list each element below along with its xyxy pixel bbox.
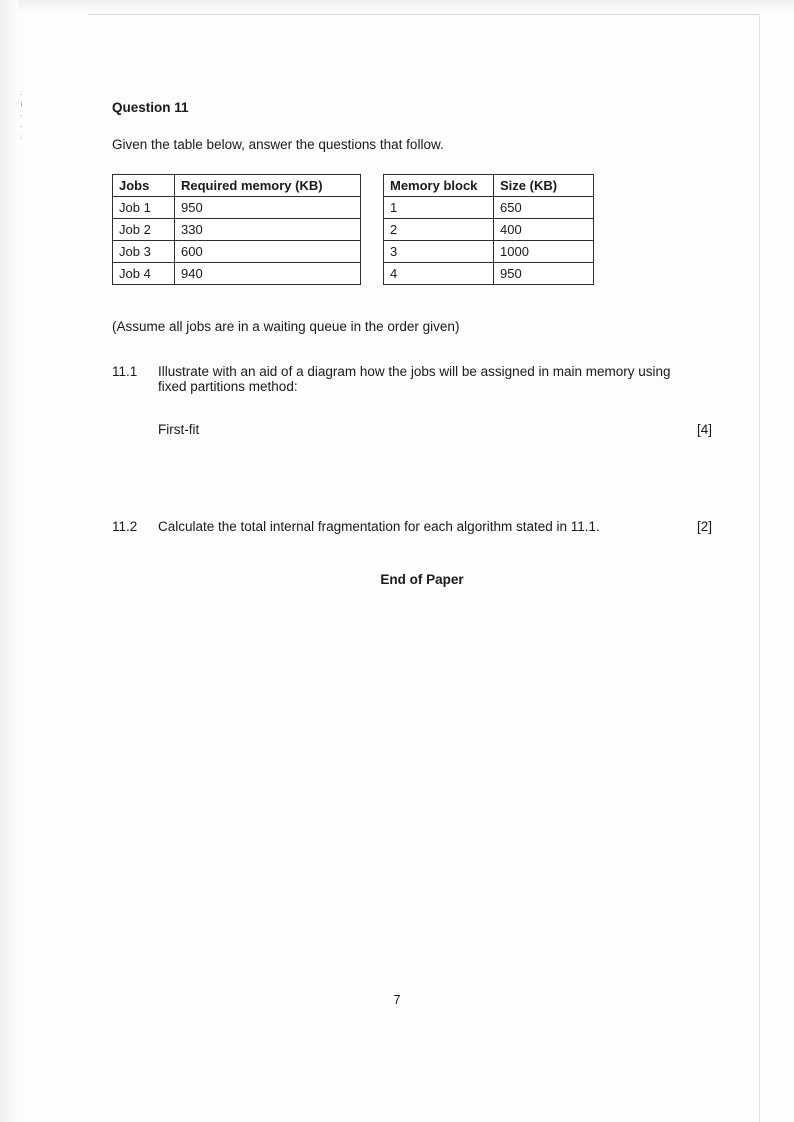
jobs-table-cell: Job 1 [113, 197, 175, 219]
question-text: Calculate the total internal fragmentation for each algorithm stated in 11.1. [158, 519, 600, 534]
tables-row [112, 174, 712, 285]
question-11-1 [112, 364, 712, 437]
margin-annotation-marks: : ) - - : [20, 89, 23, 141]
table-row [384, 197, 594, 219]
document-content [112, 100, 712, 587]
scan-edge-left [0, 0, 18, 1122]
memory-table-cell: 2 [384, 219, 494, 241]
table-header-row [384, 175, 594, 197]
sub-question-label: First-fit [158, 422, 200, 437]
jobs-table-cell: Job 2 [113, 219, 175, 241]
table-row [113, 263, 361, 285]
jobs-table-cell: Job 3 [113, 241, 175, 263]
question-body [158, 364, 712, 437]
memory-table-cell: 1 [384, 197, 494, 219]
memory-table-cell: 1000 [494, 241, 594, 263]
page-title: Question 11 [112, 100, 189, 115]
scan-top-rule [88, 14, 760, 15]
table-row [384, 263, 594, 285]
memory-block-table [383, 174, 594, 285]
scan-right-rule [759, 14, 760, 1122]
memory-table-header-block: Memory block [384, 175, 494, 197]
memory-table-cell: 4 [384, 263, 494, 285]
intro-text: Given the table below, answer the questions that follow. [112, 137, 444, 152]
marks-allocation: [2] [696, 519, 712, 534]
assume-note: (Assume all jobs are in a waiting queue in the order given) [112, 319, 460, 334]
jobs-table-header-required-memory: Required memory (KB) [175, 175, 361, 197]
question-number: 11.1 [112, 364, 138, 379]
answer-space [112, 441, 712, 519]
page-number: 7 [393, 993, 401, 1007]
question-sub-line [158, 422, 712, 437]
jobs-table-header-jobs: Jobs [113, 175, 175, 197]
table-row [113, 197, 361, 219]
memory-table-cell: 650 [494, 197, 594, 219]
question-body [158, 519, 712, 534]
table-header-row [113, 175, 361, 197]
question-number: 11.2 [112, 519, 138, 534]
scan-edge-top [0, 0, 794, 14]
jobs-table-cell: Job 4 [113, 263, 175, 285]
memory-table-cell: 400 [494, 219, 594, 241]
question-text: Illustrate with an aid of a diagram how the jobs will be assigned in main memory using fixed partitions method: [158, 364, 671, 394]
jobs-table [112, 174, 361, 285]
table-row [113, 241, 361, 263]
jobs-table-cell: 600 [175, 241, 361, 263]
question-11-2 [112, 519, 712, 534]
end-of-paper: End of Paper [380, 572, 464, 587]
table-row [384, 241, 594, 263]
memory-table-cell: 950 [494, 263, 594, 285]
jobs-table-cell: 330 [175, 219, 361, 241]
marks-allocation: [4] [696, 422, 712, 437]
jobs-table-cell: 950 [175, 197, 361, 219]
table-row [113, 219, 361, 241]
memory-table-header-size: Size (KB) [494, 175, 594, 197]
jobs-table-cell: 940 [175, 263, 361, 285]
table-row [384, 219, 594, 241]
question-inline [158, 519, 712, 534]
memory-table-cell: 3 [384, 241, 494, 263]
